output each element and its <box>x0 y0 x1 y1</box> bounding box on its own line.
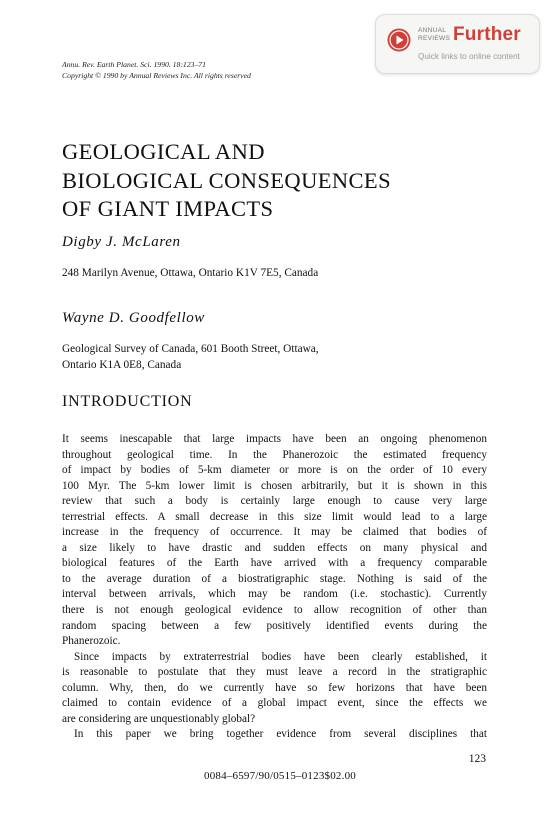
play-circle-icon <box>387 28 411 52</box>
body-line: is reasonable to postulate that they must leave a record in the stratigraphic <box>62 666 487 679</box>
body-line: biological features of the Earth have arrived with a frequency comparable <box>62 557 487 570</box>
body-text <box>62 432 487 743</box>
section-heading: INTRODUCTION <box>62 393 193 410</box>
body-line: terrestrial effects. A small decrease in this size limit would lead to a large <box>62 510 487 523</box>
body-line: Since impacts by extraterrestrial bodies have been clearly established, it <box>74 650 487 663</box>
author-name: Wayne D. Goodfellow <box>62 310 205 326</box>
body-line: In this paper we bring together evidence from several disciplines that <box>74 728 487 741</box>
body-line: throughout geological time. In the Phanerozoic the estimated frequency <box>62 448 487 461</box>
body-line: to the average duration of a biostratigraphic stage. Nothing is said of the <box>62 572 487 585</box>
further-brand: Further <box>453 24 521 45</box>
author-name: Digby J. McLaren <box>62 234 181 250</box>
article-title <box>62 138 391 224</box>
body-line: It seems inescapable that large impacts have been an ongoing phenomenon <box>62 433 487 445</box>
title-line: GEOLOGICAL AND <box>62 139 265 164</box>
body-line: 100 Myr. The 5-km lower limit is chosen arbitrarily, but it is shown in this <box>62 479 487 492</box>
journal-copyright: Copyright © 1990 by Annual Reviews Inc. All rights reserved <box>62 71 251 80</box>
body-line: are considering are unquestionably global? <box>62 712 256 725</box>
further-subtitle: Quick links to online content <box>418 52 520 61</box>
journal-citation-block <box>62 59 251 81</box>
body-line: a size likely to have drastic and sudden effects on many physical and <box>62 541 487 554</box>
body-line: there is not enough geological evidence to allow recognition of other than <box>62 604 487 617</box>
body-line: interval between arrivals, which may be random (i.e. stochastic). Currently <box>62 588 487 601</box>
further-badge[interactable] <box>375 14 540 74</box>
page-number: 123 <box>468 753 486 765</box>
body-line: of impact by bodies of 5-km diameter or more is on the order of 10 every <box>62 464 487 477</box>
body-line: review that such a body is certainly large enough to cause very large <box>62 495 487 508</box>
author-affiliation: Geological Survey of Canada, 601 Booth Street, Ottawa, Ontario K1A 0E8, Canada <box>62 343 319 371</box>
body-line: random spacing between a few positively identified events during the <box>62 619 487 632</box>
body-line: increase in the frequency of occurrence. It may be claimed that bodies of <box>62 526 487 539</box>
journal-citation: Annu. Rev. Earth Planet. Sci. 1990. 18:123–71 <box>62 60 206 69</box>
body-line: claimed to contain evidence of a global impact event, since the effects we <box>62 697 487 710</box>
body-line: column. Why, then, do we currently have so few horizons that have been <box>62 681 487 694</box>
footer-code: 0084–6597/90/0515–0123$02.00 <box>204 770 356 782</box>
author-affiliation: 248 Marilyn Avenue, Ottawa, Ontario K1V 7E5, Canada <box>62 267 319 279</box>
title-line: BIOLOGICAL CONSEQUENCES <box>62 167 391 193</box>
title-line: OF GIANT IMPACTS <box>62 196 274 221</box>
body-line: Phanerozoic. <box>62 635 121 648</box>
annual-reviews-logo-text: ANNUAL REVIEWS <box>418 27 451 42</box>
